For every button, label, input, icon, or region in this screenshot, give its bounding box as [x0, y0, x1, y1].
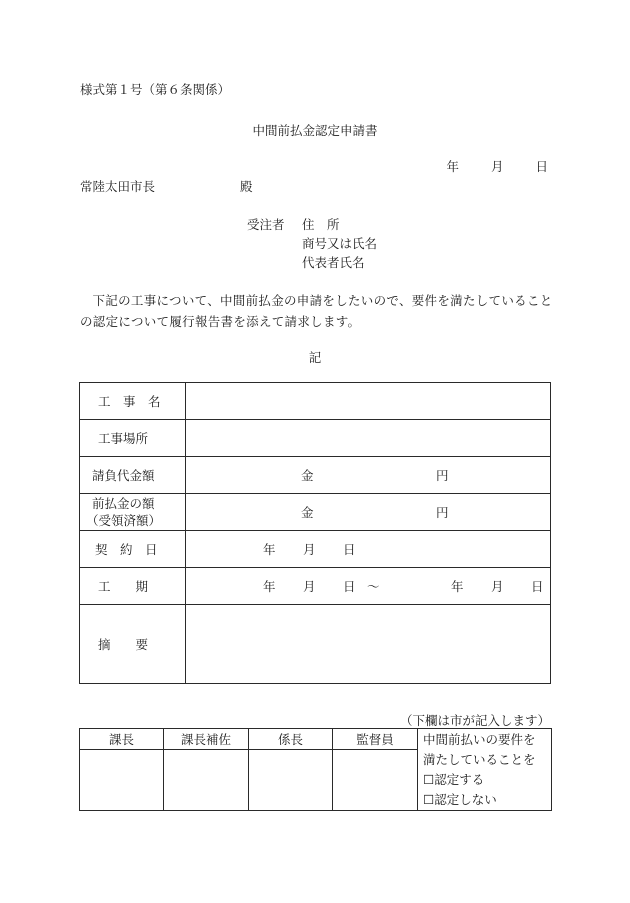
table-row: [80, 383, 551, 420]
contract-amount-yen: 円: [436, 468, 449, 483]
stamp-section-chief[interactable]: [80, 750, 164, 811]
work-place-label: 工事場所: [80, 420, 186, 457]
period-label: 工 期: [80, 568, 186, 605]
contract-amount-label: 請負代金額: [80, 457, 186, 494]
period-start-day: 日: [343, 579, 356, 594]
requirement-line: 満たしていることを: [423, 752, 536, 767]
stamp-assistant-chief[interactable]: [164, 750, 249, 811]
contract-date-day: 日: [343, 542, 356, 557]
contract-amount-field[interactable]: [186, 457, 551, 494]
date-day: 日: [535, 159, 548, 174]
advance-amount-kin: 金: [301, 505, 314, 520]
company-name-label: 商号又は氏名: [302, 236, 378, 251]
date-month: 月: [490, 159, 504, 174]
table-row: [80, 420, 551, 457]
contract-date-year: 年: [263, 542, 276, 557]
requirement-line: 中間前払いの要件を: [423, 732, 536, 747]
period-start-year: 年: [263, 579, 276, 594]
application-table: [79, 382, 551, 684]
table-row: [80, 457, 551, 494]
advance-amount-field[interactable]: [186, 494, 551, 531]
summary-field[interactable]: [186, 605, 551, 684]
table-row: [80, 568, 551, 605]
reject-checkbox[interactable]: ☐認定しない: [423, 792, 497, 807]
date-line: [424, 157, 548, 175]
contract-date-month: 月: [303, 542, 316, 557]
summary-label: 摘 要: [80, 605, 186, 684]
work-place-field[interactable]: [186, 420, 551, 457]
address-label: 住 所: [302, 217, 340, 232]
table-row: [80, 605, 551, 684]
header-assistant-chief: 課長補佐: [164, 729, 249, 750]
work-name-label: 工 事 名: [80, 383, 186, 420]
period-field[interactable]: [186, 568, 551, 605]
table-row: [80, 531, 551, 568]
work-name-field[interactable]: [186, 383, 551, 420]
addressee: [80, 177, 253, 195]
contractor-label: 受注者: [247, 217, 285, 232]
approval-table: [79, 728, 552, 811]
stamp-subsection-chief[interactable]: [249, 750, 333, 811]
contract-amount-kin: 金: [301, 468, 314, 483]
advance-amount-yen: 円: [436, 505, 449, 520]
approval-header-row: [80, 729, 552, 750]
office-use-note: （下欄は市が記入します）: [399, 713, 550, 728]
header-supervisor: 監督員: [333, 729, 418, 750]
stamp-supervisor[interactable]: [333, 750, 418, 811]
table-row: [80, 494, 551, 531]
representative-label: 代表者氏名: [302, 255, 365, 270]
period-end-day: 日: [531, 579, 544, 594]
header-section-chief: 課長: [80, 729, 164, 750]
addressee-name: 常陸太田市長: [80, 179, 156, 194]
document-title: 中間前払金認定申請書: [252, 123, 378, 138]
approve-checkbox[interactable]: ☐認定する: [423, 772, 485, 787]
header-subsection-chief: 係長: [249, 729, 333, 750]
period-start-month: 月: [303, 579, 316, 594]
form-number: 様式第１号（第６条関係）: [80, 82, 231, 97]
advance-amount-label: 前払金の額 （受領済額）: [80, 494, 186, 531]
request-body: 下記の工事について、中間前払金の申請をしたいので、要件を満たしていることの認定について履行報告書を添えて請求します。: [80, 293, 553, 329]
period-tilde: ～: [367, 579, 380, 594]
period-end-month: 月: [491, 579, 504, 594]
date-year: 年: [446, 159, 459, 174]
ki-heading: 記: [308, 350, 322, 365]
contract-date-field[interactable]: [186, 531, 551, 568]
requirement-cell: [418, 729, 552, 811]
period-end-year: 年: [451, 579, 464, 594]
contract-date-label: 契 約 日: [80, 531, 186, 568]
addressee-honorific: 殿: [240, 179, 253, 194]
